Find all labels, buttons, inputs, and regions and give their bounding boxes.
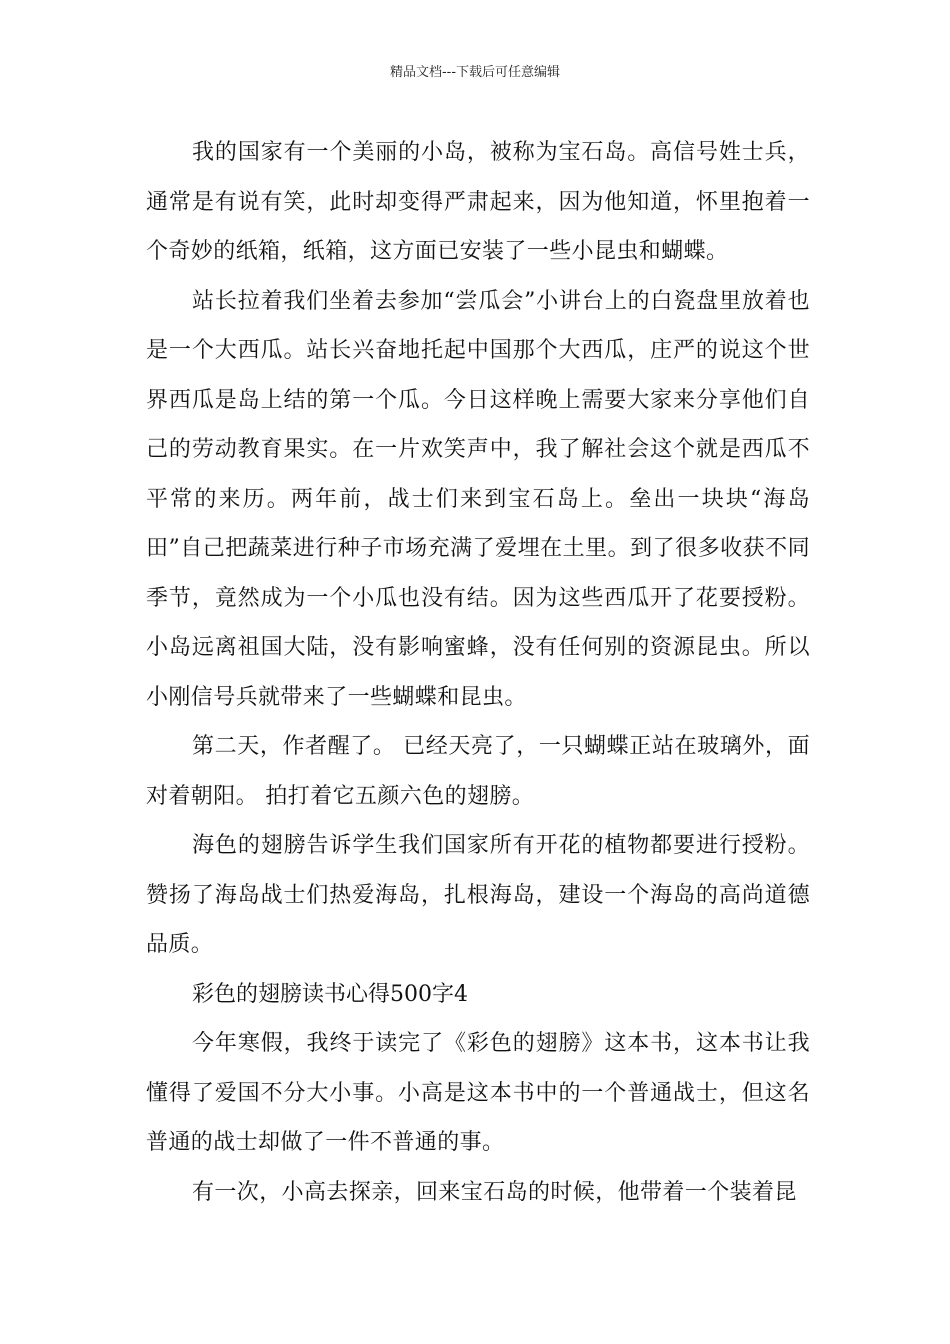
paragraph-line: 通常是有说有笑，此时却变得严肃起来，因为他知道，怀里抱着一: [146, 189, 810, 215]
paragraph-line: 品质。: [146, 932, 214, 957]
paragraph-line: 个奇妙的纸箱，纸箱，这方面已安装了一些小昆虫和蝴蝶。: [146, 239, 729, 264]
paragraph-line: 田”自己把蔬菜进行种子市场充满了爱埋在土里。到了很多收获不: [146, 536, 788, 561]
paragraph-line: 普通的战士却做了一件不普通的事。: [146, 1130, 505, 1155]
paragraph-line: 我的国家有一个美丽的小岛，被称为宝石岛。高信号姓士兵，: [192, 140, 810, 165]
paragraph-line: 海色的翅膀告诉学生我们国家所有开花的植物都要进行授粉。: [192, 833, 810, 858]
paragraph-4: [146, 821, 810, 970]
paragraph-line: 小岛远离祖国大陆，没有影响蜜蜂，没有任何别的资源昆虫。所以: [146, 635, 810, 660]
document-body: [146, 128, 810, 1217]
paragraph-6: [146, 1168, 810, 1218]
paragraph-line: 站长拉着我们坐着去参加“尝瓜会”小讲台上的白瓷盘里放着: [192, 288, 788, 314]
paragraph-line: 对着朝阳。 拍打着它五颜六色的翅膀。: [146, 783, 535, 809]
paragraph-line: 也是一个大西瓜。站长兴奋地托起中国那个大西瓜，庄严的说这个: [146, 288, 810, 363]
paragraph-line: 有一次，小高去探亲，回来宝石岛的时候，他带着一个装着昆: [192, 1179, 797, 1205]
paragraph-line: 彩色的翅膀读书心得500字4: [192, 981, 468, 1007]
paragraph-line: 小刚信号兵就带来了一些蝴蝶和昆虫。: [146, 684, 527, 710]
section-heading: [146, 970, 810, 1020]
paragraph-5: [146, 1019, 810, 1168]
paragraph-line: 懂得了爱国不分大小事。小高是这本书中的一个普通战士，但这名: [146, 1080, 810, 1106]
paragraph-2: [146, 277, 810, 723]
page-header: 精品文档---下载后可任意编辑: [389, 65, 561, 80]
paragraph-line: 今年寒假，我终于读完了《彩色的翅膀》这本书，这本书让我: [192, 1031, 810, 1056]
paragraph-3: [146, 722, 810, 821]
paragraph-line: 不平常的来历。两年前，战士们来到宝石岛上。垒出一块块“海岛: [146, 437, 810, 512]
paragraph-line: 赞扬了海岛战士们热爱海岛，扎根海岛，建设一个海岛的高尚道德: [146, 882, 810, 908]
paragraph-line: 第二天，作者醒了。 已经天亮了，一只蝴蝶正站在玻璃外，面: [192, 734, 810, 759]
paragraph-line: 世界西瓜是岛上结的第一个瓜。今日这样晚上需要大家来分享他们: [146, 338, 810, 413]
paragraph-1: [146, 128, 810, 277]
paragraph-line: 自己的劳动教育果实。在一片欢笑声中，我了解社会这个就是西瓜: [146, 387, 810, 462]
paragraph-line: 同季节，竟然成为一个小瓜也没有结。因为这些西瓜开了花要授粉。: [146, 536, 810, 611]
